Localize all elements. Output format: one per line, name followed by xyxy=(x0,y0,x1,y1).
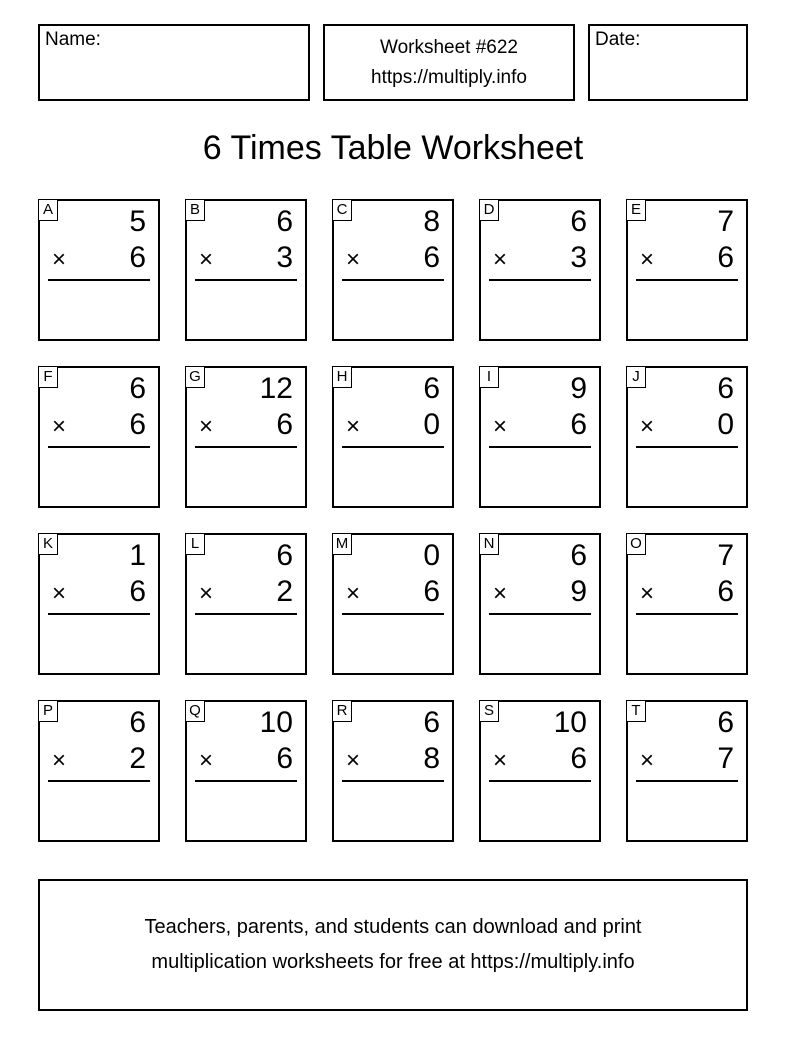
problem-letter: J xyxy=(626,366,646,388)
problem-top-number: 6 xyxy=(717,706,734,739)
answer-line xyxy=(489,780,591,782)
name-label: Name: xyxy=(45,29,101,50)
problem-top-number: 6 xyxy=(129,372,146,405)
answer-line xyxy=(636,780,738,782)
problem-j xyxy=(626,366,748,508)
problem-s xyxy=(479,700,601,842)
times-sign: × xyxy=(493,413,508,440)
problem-h xyxy=(332,366,454,508)
answer-line xyxy=(48,279,150,281)
problem-top-number: 6 xyxy=(423,706,440,739)
times-sign: × xyxy=(199,580,214,607)
times-sign: × xyxy=(493,747,508,774)
problem-top-number: 6 xyxy=(129,706,146,739)
problem-bottom-number: 6 xyxy=(129,241,146,274)
problem-top-number: 8 xyxy=(423,205,440,238)
problem-top-number: 7 xyxy=(717,205,734,238)
problem-o xyxy=(626,533,748,675)
problem-bottom-number: 6 xyxy=(129,408,146,441)
problem-letter: L xyxy=(185,533,205,555)
worksheet-number: Worksheet #622 xyxy=(379,36,518,58)
times-sign: × xyxy=(346,580,361,607)
problem-top-number: 6 xyxy=(276,205,293,238)
problem-a xyxy=(38,199,160,341)
times-sign: × xyxy=(493,246,508,273)
problem-bottom-number: 6 xyxy=(570,408,587,441)
problem-letter: M xyxy=(332,533,352,555)
problem-letter: G xyxy=(185,366,205,388)
answer-line xyxy=(636,613,738,615)
problem-letter: N xyxy=(479,533,499,555)
answer-line xyxy=(636,279,738,281)
problem-top-number: 0 xyxy=(423,539,440,572)
answer-line xyxy=(195,279,297,281)
problem-top-number: 6 xyxy=(717,372,734,405)
problem-letter: O xyxy=(626,533,646,555)
answer-line xyxy=(342,279,444,281)
date-label: Date: xyxy=(595,29,641,50)
answer-line xyxy=(489,613,591,615)
problem-letter: S xyxy=(479,700,499,722)
times-sign: × xyxy=(493,580,508,607)
problem-top-number: 6 xyxy=(423,372,440,405)
problem-t xyxy=(626,700,748,842)
answer-line xyxy=(195,613,297,615)
problem-bottom-number: 3 xyxy=(570,241,587,274)
problem-letter: E xyxy=(626,199,646,221)
times-sign: × xyxy=(199,413,214,440)
problem-k xyxy=(38,533,160,675)
times-sign: × xyxy=(640,747,655,774)
times-sign: × xyxy=(346,747,361,774)
footer-line-2: multiplication worksheets for free at https://multiply.info xyxy=(151,951,635,973)
problem-bottom-number: 6 xyxy=(129,575,146,608)
problem-top-number: 1 xyxy=(129,539,146,572)
problem-g xyxy=(185,366,307,508)
worksheet-url: https://multiply.info xyxy=(371,66,527,88)
problem-letter: A xyxy=(38,199,58,221)
problem-bottom-number: 2 xyxy=(129,742,146,775)
problem-d xyxy=(479,199,601,341)
problem-top-number: 6 xyxy=(570,205,587,238)
problem-r xyxy=(332,700,454,842)
problem-top-number: 6 xyxy=(570,539,587,572)
problem-f xyxy=(38,366,160,508)
answer-line xyxy=(636,446,738,448)
times-sign: × xyxy=(52,580,67,607)
problem-c xyxy=(332,199,454,341)
times-sign: × xyxy=(346,413,361,440)
date-box xyxy=(588,24,748,101)
problem-bottom-number: 0 xyxy=(717,408,734,441)
problem-bottom-number: 6 xyxy=(276,408,293,441)
times-sign: × xyxy=(346,246,361,273)
problem-top-number: 9 xyxy=(570,372,587,405)
problem-top-number: 5 xyxy=(129,205,146,238)
answer-line xyxy=(48,613,150,615)
answer-line xyxy=(489,446,591,448)
answer-line xyxy=(489,279,591,281)
problem-letter: Q xyxy=(185,700,205,722)
answer-line xyxy=(48,780,150,782)
problem-bottom-number: 6 xyxy=(423,241,440,274)
problem-bottom-number: 2 xyxy=(276,575,293,608)
problem-letter: I xyxy=(479,366,499,388)
problem-bottom-number: 6 xyxy=(423,575,440,608)
problem-top-number: 6 xyxy=(276,539,293,572)
times-sign: × xyxy=(640,580,655,607)
answer-line xyxy=(195,446,297,448)
problem-letter: T xyxy=(626,700,646,722)
problem-letter: K xyxy=(38,533,58,555)
problem-letter: F xyxy=(38,366,58,388)
problem-e xyxy=(626,199,748,341)
problem-bottom-number: 6 xyxy=(570,742,587,775)
problem-letter: B xyxy=(185,199,205,221)
problem-bottom-number: 9 xyxy=(570,575,587,608)
problem-top-number: 7 xyxy=(717,539,734,572)
answer-line xyxy=(342,780,444,782)
problem-bottom-number: 3 xyxy=(276,241,293,274)
times-sign: × xyxy=(52,246,67,273)
problem-top-number: 10 xyxy=(553,706,587,739)
problem-bottom-number: 6 xyxy=(717,575,734,608)
times-sign: × xyxy=(640,413,655,440)
problem-p xyxy=(38,700,160,842)
answer-line xyxy=(195,780,297,782)
problem-letter: R xyxy=(332,700,352,722)
answer-line xyxy=(48,446,150,448)
problem-m xyxy=(332,533,454,675)
problem-q xyxy=(185,700,307,842)
times-sign: × xyxy=(52,747,67,774)
times-sign: × xyxy=(52,413,67,440)
problem-i xyxy=(479,366,601,508)
answer-line xyxy=(342,613,444,615)
footer-line-1: Teachers, parents, and students can download and print xyxy=(144,916,642,938)
problem-l xyxy=(185,533,307,675)
problem-letter: C xyxy=(332,199,352,221)
answer-line xyxy=(342,446,444,448)
page-title: 6 Times Table Worksheet xyxy=(202,129,584,167)
worksheet-info-box xyxy=(323,24,575,101)
footer-box xyxy=(38,879,748,1011)
problem-bottom-number: 6 xyxy=(276,742,293,775)
problem-bottom-number: 6 xyxy=(717,241,734,274)
problem-bottom-number: 8 xyxy=(423,742,440,775)
times-sign: × xyxy=(640,246,655,273)
problem-bottom-number: 0 xyxy=(423,408,440,441)
problem-top-number: 12 xyxy=(259,372,293,405)
problem-n xyxy=(479,533,601,675)
problem-letter: D xyxy=(479,199,499,221)
problem-letter: P xyxy=(38,700,58,722)
problem-top-number: 10 xyxy=(259,706,293,739)
problem-letter: H xyxy=(332,366,352,388)
problem-bottom-number: 7 xyxy=(717,742,734,775)
times-sign: × xyxy=(199,747,214,774)
problem-b xyxy=(185,199,307,341)
times-sign: × xyxy=(199,246,214,273)
name-box xyxy=(38,24,310,101)
